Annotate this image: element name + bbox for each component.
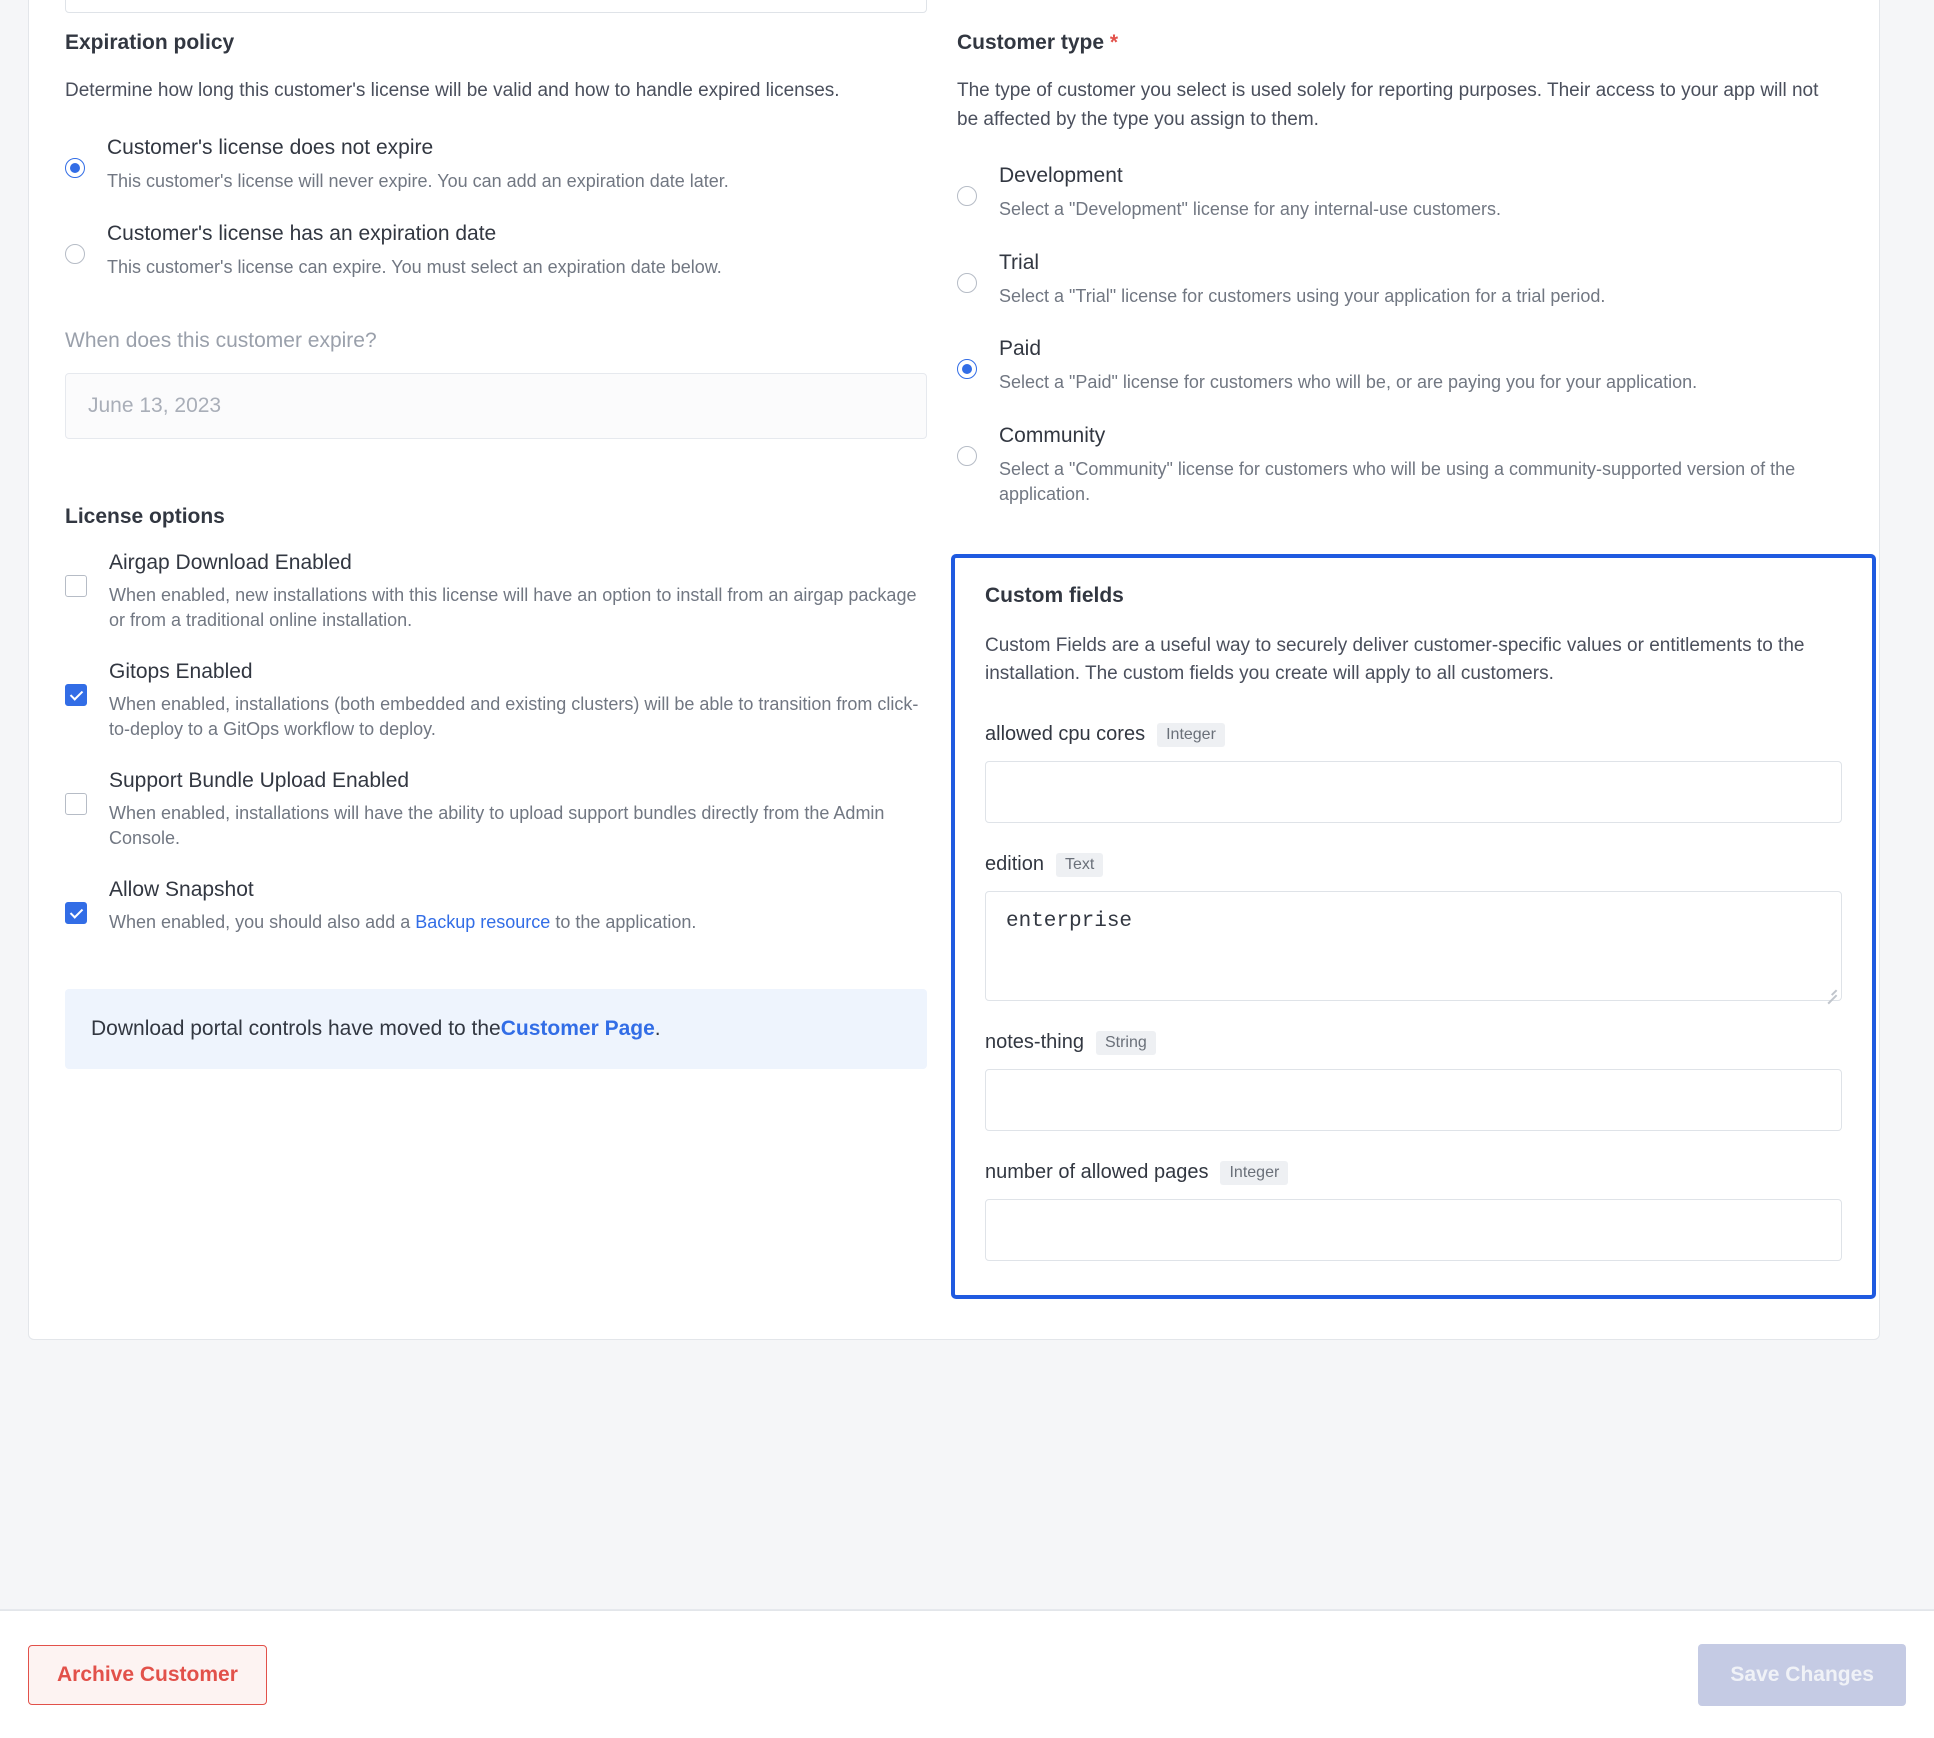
- radio-customer-type-trial[interactable]: [957, 251, 1847, 310]
- radio-description: Select a "Development" license for any internal-use customers.: [999, 199, 1502, 219]
- customer-type-title-text: Customer type: [957, 31, 1105, 54]
- custom-field-name: allowed cpu cores: [985, 723, 1146, 746]
- radio-customer-type-community[interactable]: [957, 424, 1847, 508]
- custom-fields-title: Custom fields: [985, 583, 1124, 607]
- custom-field-input[interactable]: [985, 1069, 1842, 1131]
- checkbox-label: Support Bundle Upload Enabled: [109, 768, 410, 792]
- custom-field-type-badge: Integer: [1157, 723, 1225, 747]
- custom-field-type-badge: Text: [1056, 853, 1103, 877]
- radio-label: Customer's license has an expiration date: [107, 222, 497, 246]
- custom-field-input[interactable]: [985, 1199, 1842, 1261]
- notice-prefix: Download portal controls have moved to the: [91, 1017, 501, 1041]
- archive-customer-button[interactable]: Archive Customer: [28, 1645, 267, 1705]
- radio-label: Paid: [999, 337, 1042, 361]
- radio-label: Trial: [999, 250, 1040, 274]
- notice-suffix: .: [654, 1017, 661, 1041]
- checkbox-gitops-enabled[interactable]: [65, 660, 927, 743]
- custom-field-name: number of allowed pages: [985, 1161, 1209, 1184]
- license-options-section: [65, 505, 927, 936]
- custom-field-label-row: [985, 1031, 1842, 1055]
- radio-description: Select a "Community" license for customers who will be using a community-supported version of the application.: [999, 458, 1796, 505]
- radio-label: Development: [999, 164, 1123, 187]
- settings-card: [28, 0, 1880, 1340]
- checkbox-label: Allow Snapshot: [109, 877, 254, 901]
- custom-field-label-row: [985, 1161, 1842, 1185]
- custom-field-name: notes-thing: [985, 1031, 1084, 1054]
- expiration-date-question: When does this customer expire?: [65, 328, 377, 352]
- radio-indicator[interactable]: [957, 186, 977, 206]
- radio-indicator[interactable]: [65, 244, 85, 264]
- custom-fields-description: Custom Fields are a useful way to securely deliver customer-specific values or entitlements to the installation. The custom fields you create will apply to all customers.: [985, 634, 1805, 685]
- custom-field-textarea[interactable]: enterprise: [985, 891, 1842, 1001]
- checkbox-label: Airgap Download Enabled: [109, 550, 352, 574]
- checkbox-description: When enabled, new installations with this license will have an option to install from an airgap package or from a traditional online installation.: [109, 584, 917, 631]
- resize-handle-icon[interactable]: [1825, 984, 1837, 996]
- customer-type-description: The type of customer you select is used solely for reporting purposes. Their access to your app will not be affected by the type you assign to them.: [957, 80, 1819, 130]
- checkbox-indicator[interactable]: [65, 793, 87, 815]
- customer-type-title: [957, 31, 1847, 55]
- top-partial-field: [29, 0, 1879, 31]
- checkbox-description: When enabled, installations will have the ability to upload support bundles directly from the Admin Console.: [109, 802, 885, 849]
- checkbox-support-bundle-upload-enabled[interactable]: [65, 769, 927, 852]
- radio-description: Select a "Paid" license for customers who will be, or are paying you for your application.: [999, 372, 1698, 393]
- backup-resource-link[interactable]: Backup resource: [415, 911, 551, 932]
- radio-label: Community: [999, 423, 1106, 447]
- custom-field-label-row: [985, 723, 1842, 747]
- checkbox-label: Gitops Enabled: [109, 659, 253, 683]
- required-asterisk: *: [1109, 31, 1119, 54]
- custom-field-allowed-cpu-cores: [985, 723, 1842, 823]
- expiration-date-input[interactable]: June 13, 2023: [65, 373, 927, 439]
- expiration-policy-description: Determine how long this customer's license will be valid and how to handle expired licenses.: [65, 80, 840, 101]
- radio-indicator[interactable]: [957, 273, 977, 293]
- left-column: [65, 31, 957, 1299]
- radio-indicator[interactable]: [957, 446, 977, 466]
- radio-indicator[interactable]: [957, 359, 977, 379]
- custom-field-textarea-wrap: [985, 891, 1842, 1001]
- custom-field-number-of-allowed-pages: [985, 1161, 1842, 1261]
- action-footer: [0, 1610, 1934, 1738]
- custom-field-label-row: [985, 853, 1842, 877]
- checkbox-allow-snapshot[interactable]: [65, 878, 927, 936]
- radio-description: Select a "Trial" license for customers using your application for a trial period.: [999, 285, 1606, 306]
- custom-field-input[interactable]: [985, 761, 1842, 823]
- right-column: [957, 31, 1847, 1299]
- expiration-policy-title: Expiration policy: [65, 31, 235, 54]
- download-portal-notice: [65, 989, 927, 1069]
- snapshot-desc-prefix: When enabled, you should also add a: [109, 911, 416, 932]
- license-options-title: License options: [65, 504, 225, 528]
- checkbox-indicator[interactable]: [65, 902, 87, 924]
- radio-customer-type-development[interactable]: [957, 164, 1847, 223]
- checkbox-indicator[interactable]: [65, 684, 87, 706]
- radio-license-has-expiration-date[interactable]: [65, 222, 927, 281]
- checkbox-description: [109, 910, 696, 936]
- radio-label: Customer's license does not expire: [107, 135, 434, 159]
- radio-license-does-not-expire[interactable]: [65, 136, 927, 195]
- radio-description: This customer's license can expire. You must select an expiration date below.: [107, 257, 722, 278]
- snapshot-desc-suffix: to the application.: [550, 911, 697, 932]
- custom-field-type-badge: String: [1096, 1031, 1156, 1055]
- custom-field-edition: [985, 853, 1842, 1001]
- custom-field-notes-thing: [985, 1031, 1842, 1131]
- custom-fields-panel: [951, 554, 1876, 1299]
- radio-customer-type-paid[interactable]: [957, 337, 1847, 396]
- customer-page-link[interactable]: Customer Page: [500, 1017, 655, 1041]
- save-changes-button[interactable]: Save Changes: [1698, 1644, 1906, 1706]
- radio-indicator[interactable]: [65, 158, 85, 178]
- custom-field-name: edition: [985, 853, 1044, 876]
- checkbox-airgap-download-enabled[interactable]: [65, 551, 927, 634]
- checkbox-description: When enabled, installations (both embedded and existing clusters) will be able to transition from click-to-deploy to a GitOps workflow to deploy.: [109, 693, 919, 740]
- custom-field-type-badge: Integer: [1220, 1161, 1288, 1185]
- radio-description: This customer's license will never expire. You can add an expiration date later.: [107, 170, 729, 191]
- partial-input-above[interactable]: [65, 0, 927, 13]
- checkbox-indicator[interactable]: [65, 575, 87, 597]
